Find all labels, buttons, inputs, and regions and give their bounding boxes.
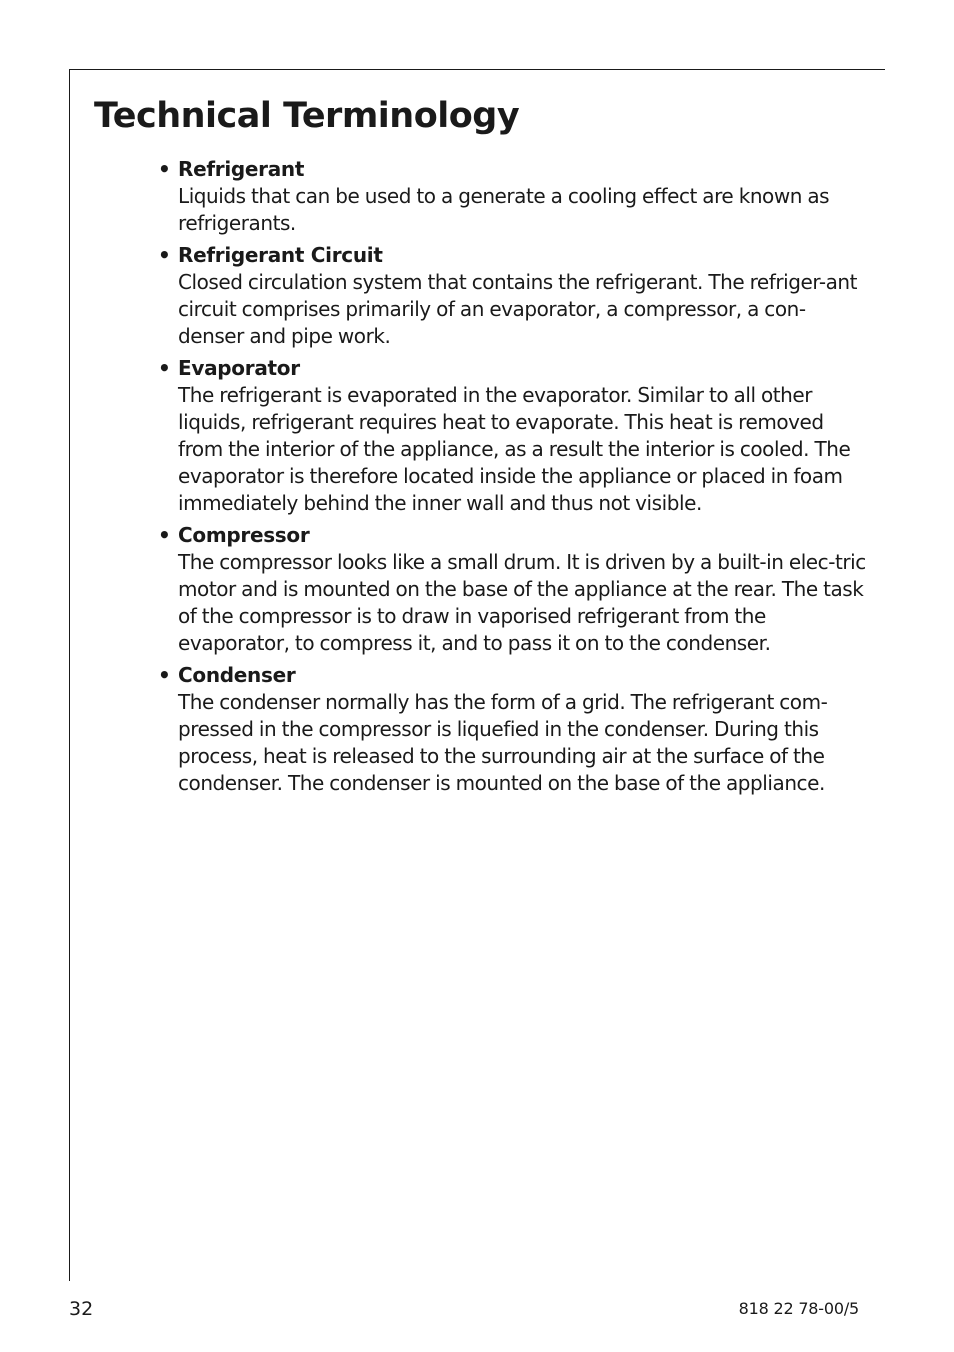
bullet: • <box>158 356 171 380</box>
bullet: • <box>158 157 171 181</box>
term-definition: The refrigerant is evaporated in the evaporator. Similar to all other liquids, refrigerant requires heat to evaporate. This heat is removed from the interior of the appliance, as a result the interior is cooled. The evaporator is therefore located inside the appliance or placed in foam immediately behind the inner wall and thus not visible. <box>178 383 851 515</box>
term-refrigerant <box>158 156 868 237</box>
top-rule <box>69 69 885 70</box>
document-code: 818 22 78-00/5 <box>738 1299 859 1318</box>
page-title: Technical Terminology <box>94 96 520 136</box>
term-heading: Evaporator <box>178 356 300 380</box>
bullet: • <box>158 663 171 687</box>
left-rule <box>69 69 70 1281</box>
term-definition: The compressor looks like a small drum. It is driven by a built-in elec-tric motor and is mounted on the base of the appliance at the rear. The task of the compressor is to draw in vaporised refrigerant from the evaporator, to compress it, and to pass it on to the condenser. <box>178 550 866 655</box>
term-definition: The condenser normally has the form of a grid. The refrigerant com-pressed in the compressor is liquefied in the condenser. During this process, heat is released to the surrounding air at the surface of the condenser. The condenser is mounted on the base of the appliance. <box>178 690 828 795</box>
term-heading: Condenser <box>178 663 296 687</box>
term-condenser <box>158 662 868 797</box>
term-compressor <box>158 522 868 657</box>
terminology-list <box>158 156 868 802</box>
bullet: • <box>158 523 171 547</box>
term-refrigerant-circuit <box>158 242 868 350</box>
term-definition: Closed circulation system that contains the refrigerant. The refriger-ant circuit comprises primarily of an evaporator, a compressor, a con-denser and pipe work. <box>178 270 858 348</box>
term-heading: Refrigerant Circuit <box>178 243 383 267</box>
page-number: 32 <box>69 1298 94 1320</box>
term-definition: Liquids that can be used to a generate a cooling effect are known as refrigerants. <box>178 184 830 235</box>
term-heading: Compressor <box>178 523 310 547</box>
bullet: • <box>158 243 171 267</box>
term-evaporator <box>158 355 868 517</box>
term-heading: Refrigerant <box>178 157 305 181</box>
